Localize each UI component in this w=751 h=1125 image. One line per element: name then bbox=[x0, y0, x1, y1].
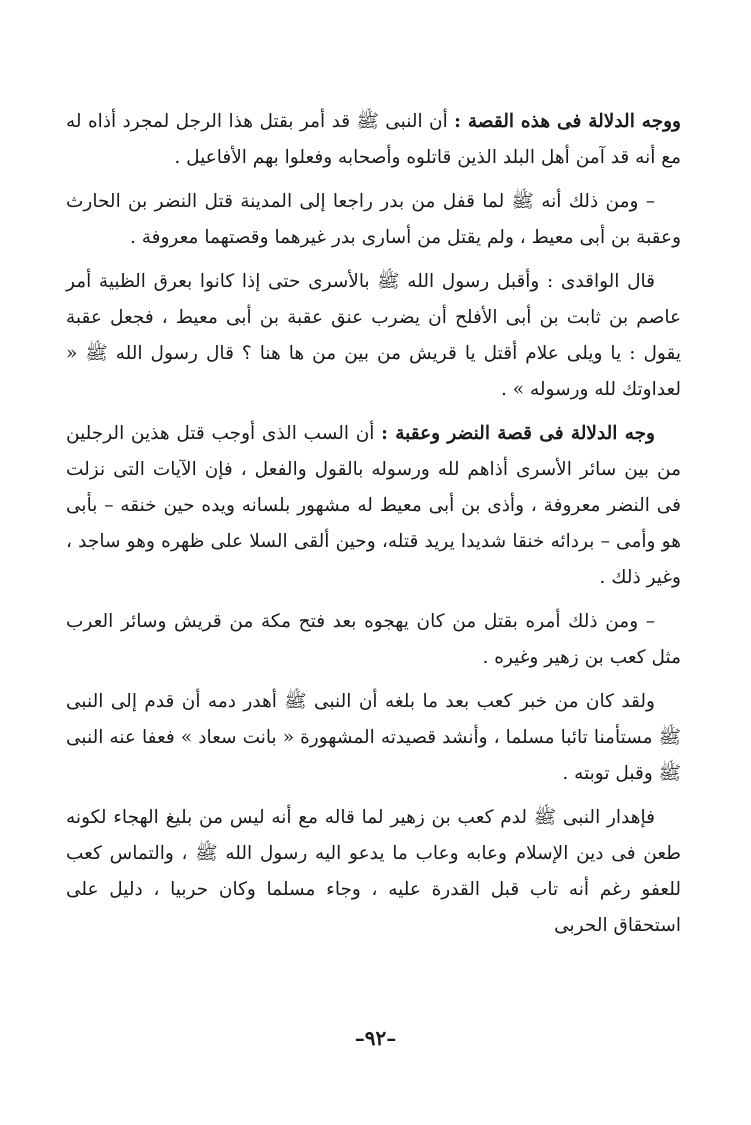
paragraph-text: أن النبى ﷺ قد أمر بقتل هذا الرجل لمجرد أذاه له مع أنه قد آمن أهل البلد الذين قاتلوه وأصحابه وفعلوا بهم الأفاعيل . bbox=[66, 111, 681, 168]
paragraph-text: – ومن ذلك أمره بقتل من كان يهجوه بعد فتح مكة من قريش وسائر العرب مثل كعب بن زهير وغيره . bbox=[66, 611, 681, 668]
page-number: –٩٢– bbox=[354, 1026, 397, 1050]
paragraph-text: فإهدار النبى ﷺ لدم كعب بن زهير لما قاله مع أنه ليس من بليغ الهجاء لكونه طعن فى دين الإسلام وعابه وعاب ما يدعو اليه رسول الله ﷺ ، والتماس كعب للعفو رغم أنه تاب قبل القدرة عليه ، وجاء مسلما وكان حربيا ، دليل على استحقاق الحربى bbox=[66, 807, 681, 936]
paragraph-4 bbox=[66, 416, 681, 596]
paragraph-text: قال الواقدى : وأقبل رسول الله ﷺ بالأسرى حتى إذا كانوا بعرق الظبية أمر عاصم بن ثابت بن أبى الأفلح أن يضرب عنق عقبة بن أبى معيط ، فجعل عقبة يقول : يا ويلى علام أقتل يا قريش من بين من ها هنا ؟ قال رسول الله ﷺ « لعداوتك لله ورسوله » . bbox=[66, 271, 681, 400]
paragraph-text: – ومن ذلك أنه ﷺ لما قفل من بدر راجعا إلى المدينة قتل النضر بن الحارث وعقبة بن أبى معيط ، ولم يقتل من أسارى بدر غيرهما وقصتهما معروفة . bbox=[66, 191, 681, 248]
document-page bbox=[66, 104, 681, 952]
paragraph-text: أن السب الذى أوجب قتل هذين الرجلين من بين سائر الأسرى أذاهم لله ورسوله بالقول والفعل ، فإن الآيات التى نزلت فى النضر معروفة ، وأذى بن أبى معيط له مشهور بلسانه ويده حين خنقه – بأبى هو وأمى – بردائه خنقا شديدا يريد قتله، وحين ألقى السلا على ظهره وهو ساجد ، وغير ذلك . bbox=[66, 423, 681, 588]
paragraph-7 bbox=[66, 800, 681, 944]
paragraph-lead: وجه الدلالة فى قصة النضر وعقبة : bbox=[381, 423, 655, 444]
paragraph-1 bbox=[66, 104, 681, 176]
paragraph-2 bbox=[66, 184, 681, 256]
paragraph-3 bbox=[66, 264, 681, 408]
paragraph-5 bbox=[66, 604, 681, 676]
paragraph-lead: ووجه الدلالة فى هذه القصة : bbox=[454, 111, 681, 132]
paragraph-text: ولقد كان من خبر كعب بعد ما بلغه أن النبى ﷺ أهدر دمه أن قدم إلى النبى ﷺ مستأمنا تائبا مسلما ، وأنشد قصيدته المشهورة « بانت سعاد » فعفا عنه النبى ﷺ وقبل توبته . bbox=[66, 691, 681, 784]
paragraph-6 bbox=[66, 684, 681, 792]
